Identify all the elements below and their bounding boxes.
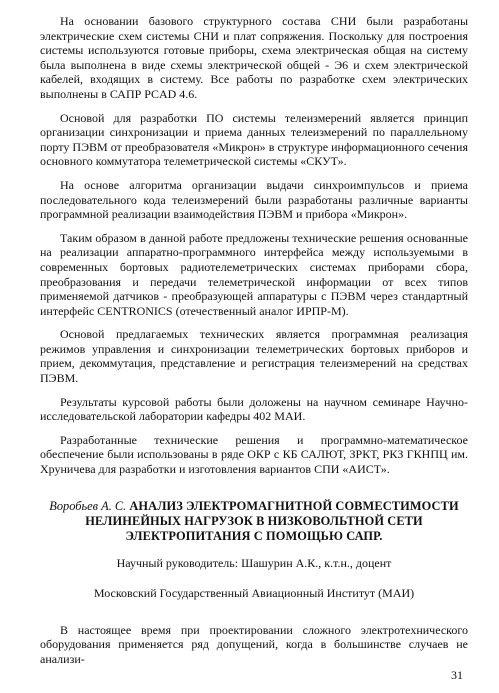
body-text bbox=[40, 14, 468, 676]
page-number: 31 bbox=[451, 668, 463, 682]
article-title-line-1: АНАЛИЗ ЭЛЕКТРОМАГНИТНОЙ СОВМЕСТИМОСТИ bbox=[129, 498, 459, 513]
paragraph-program-implementation: Основой предлагаемых технических является программная реализация режимов управления и синхронизации телеметрических бортовых приборов и прием, декоммутация, представление и регистрация телеизмерений на средствах ПЭВМ. bbox=[40, 327, 468, 386]
paragraph-schematics: На основании базового структурного состава СНИ были разработаны электрические схем системы СНИ и плат сопряжения. Поскольку для построения системы используются готовые приборы, схема электрическая общая на систему была выполнена в виде схемы электрической общей - Э6 и схем электрической кабелей, входящих в систему. Все работы по разработке схем электрических выполнены в САПР PCAD 4.6. bbox=[40, 14, 468, 101]
paragraph-results: Результаты курсовой работы были доложены на научном семинаре Научно-исследовательской лаборатории кафедры 402 МАИ. bbox=[40, 394, 468, 424]
paragraph-software-basis: Основой для разработки ПО системы телеизмерений является принцип организации синхронизации и приема данных телеизмерений по параллельному порту ПЭВМ от преобразователя «Микрон» в структуре информационного сечения основного коммутатора телеметрической системы «СКУТ». bbox=[40, 110, 468, 169]
paragraph-algorithm: На основе алгоритма организации выдачи синхроимпульсов и приема последовательного кода телеизмерений были разработаны различные варианты программной реализации взаимодействия ПЭВМ и прибора «Микрон». bbox=[40, 177, 468, 222]
article-author: Воробьев А. С. bbox=[49, 498, 127, 513]
supervisor-line: Научный руководитель: Шашурин А.К., к.т.н., доцент bbox=[116, 555, 392, 570]
article-title-line-3: ЭЛЕКТРОПИТАНИЯ С ПОМОЩЬЮ САПР. bbox=[125, 528, 383, 543]
article-intro-paragraph: В настоящее время при проектировании сложного электротехнического оборудования применяется ряд допущений, когда в большинстве случаев не анализи- bbox=[40, 622, 468, 666]
paragraph-solutions: Таким образом в данной работе предложены технические решения основанные на реализации аппаратно-программного интерфейса между используемыми в современных бортовых радиотелеметрических системах приборами сбора, преобразования и передачи телеметрической информации от всех типов применяемой датчиков - преобразующей аппаратуры с ПЭВМ через стандартный интерфейс CENTRONICS (отечественный аналог ИРПР-М). bbox=[40, 230, 468, 318]
heading-line-1 bbox=[40, 499, 468, 514]
article-heading bbox=[40, 499, 468, 544]
paragraph-usage: Разработанные технические решения и программно-математическое обеспечение были использованы в ряде ОКР с КБ САЛЮТ, ЗРКТ, РКЗ ГКНПЦ им. Хруничева для разработки и изготовления вариантов СПИ «АИСТ». bbox=[40, 432, 468, 477]
institution-line: Московский Государственный Авиационный Институт (МАИ) bbox=[93, 586, 415, 601]
article-title-line-2: НЕЛИНЕЙНЫХ НАГРУЗОК В НИЗКОВОЛЬТНОЙ СЕТИ bbox=[85, 513, 423, 528]
